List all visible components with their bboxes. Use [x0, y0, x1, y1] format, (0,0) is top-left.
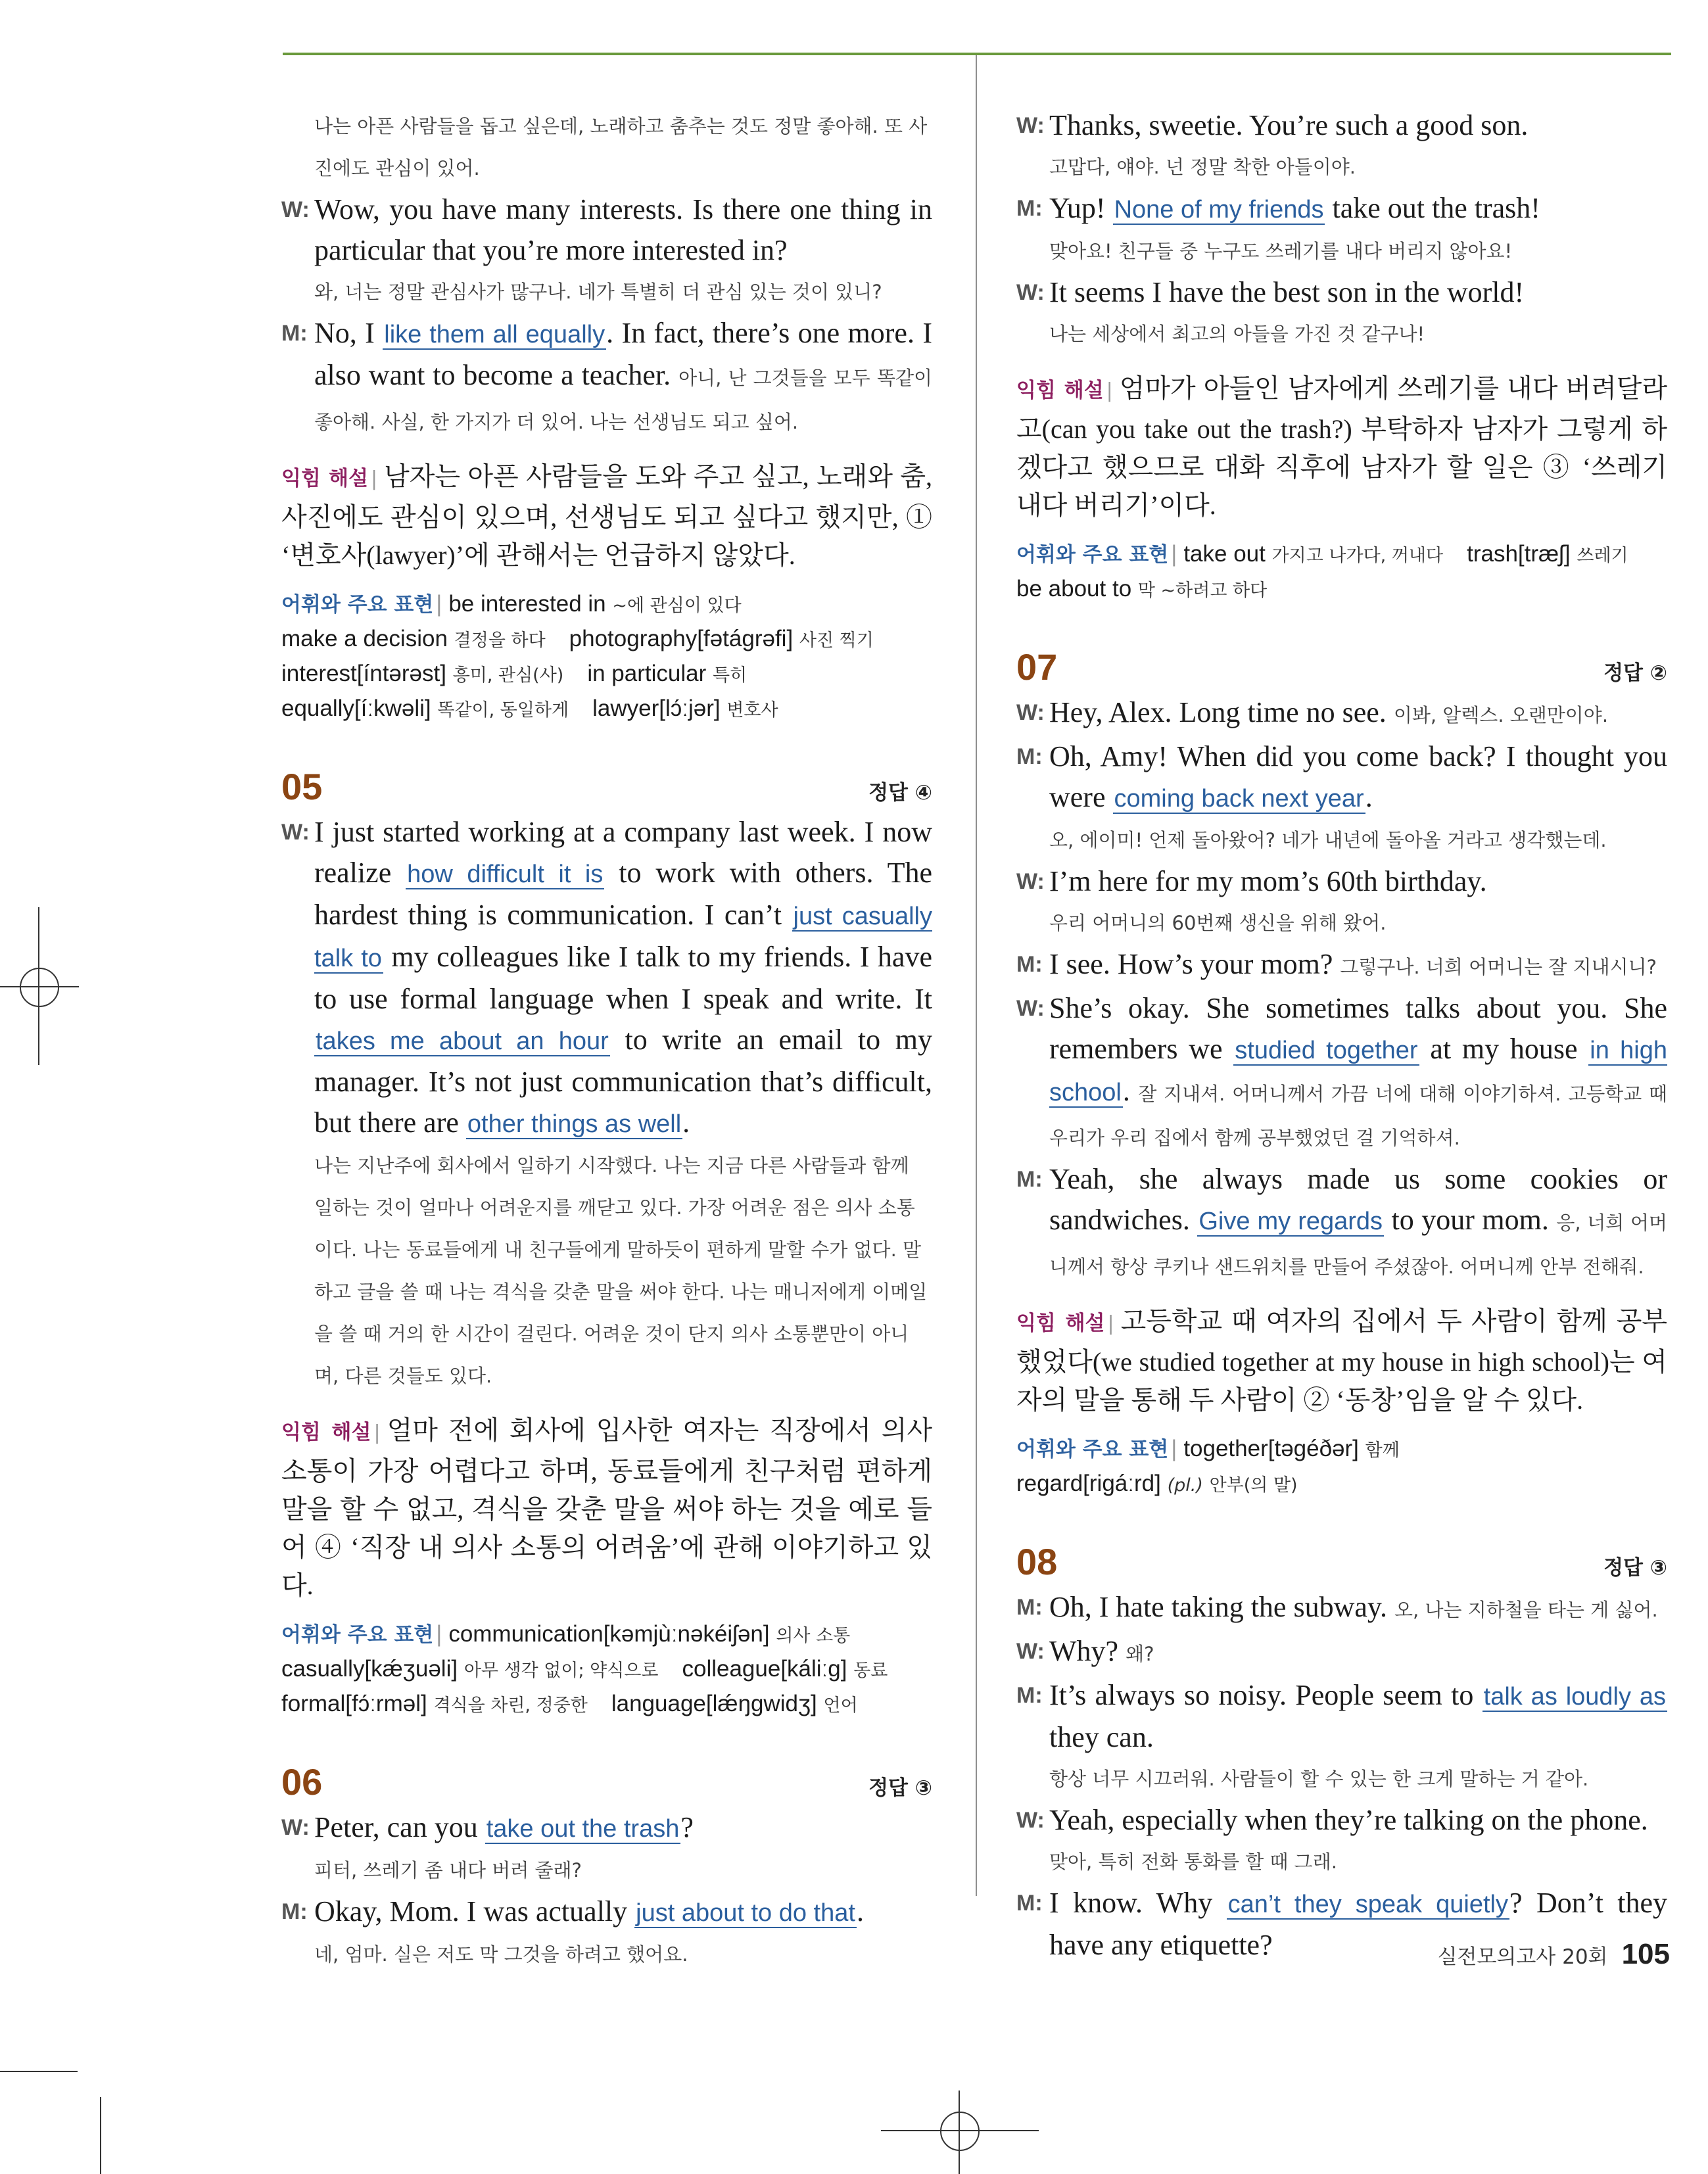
blank-answer: just casually talk to: [314, 903, 932, 972]
blank-answer: how difficult it is: [407, 861, 604, 888]
question-header: [1016, 646, 1667, 688]
text-run: |: [373, 1421, 381, 1444]
dialogue-line: [1016, 105, 1667, 146]
dialogue-line: [1016, 944, 1667, 988]
speaker-label: W:: [281, 197, 310, 222]
text-run: I see. How’s your mom?: [1049, 948, 1340, 980]
column-divider: [976, 55, 977, 1896]
vocabulary-box: [281, 588, 932, 727]
dialogue-line: [281, 1807, 932, 1849]
text-run: |: [1106, 379, 1113, 402]
monologue: [281, 812, 932, 1145]
vocab-term: make a decision: [281, 626, 448, 651]
text-run: at my house: [1419, 1033, 1589, 1065]
vocab-term: take out: [1183, 541, 1266, 567]
explanation-label: 익힘 해설: [1016, 1311, 1105, 1335]
vocab-term: equally[íːkwəli]: [281, 696, 431, 721]
dialogue-line: [1016, 188, 1667, 230]
explanation: [1016, 1302, 1667, 1419]
text-run: 사진 찍기: [799, 630, 874, 651]
translation: 네, 엄마. 실은 저도 막 그것을 하려고 했어요.: [314, 1943, 688, 1966]
vocab-term: communication[kəmjùːnəkéiʃən]: [448, 1621, 770, 1647]
vocab-term: in particular: [587, 661, 707, 686]
speaker-label: M:: [1016, 1167, 1043, 1192]
answer-badge: 정답 ③: [868, 1776, 932, 1800]
text-run: 남자는 아픈 사람들을 도와 주고 싶고, 노래와 춤, 사진에도 관심이 있으며, 선생님도 되고 싶다고 했지만, ① ‘변호사(lawyer)’에 관해서는 언급하지 않았다.: [281, 461, 932, 570]
explanation: [281, 1411, 932, 1605]
text-run: they can.: [1049, 1721, 1154, 1753]
speaker-label: M:: [1016, 744, 1043, 769]
translation: 아니, 난 그것들을 모두 똑같이 좋아해. 사실, 한 가지가 더 있어. 나는 선생님도 되고 싶어.: [314, 367, 932, 433]
speaker-label: W:: [1016, 280, 1045, 305]
text-run: |: [1107, 1312, 1114, 1335]
vocab-term: formal[fɔ́ːrməl]: [281, 1691, 427, 1716]
footer-title: 실전모의고사 20회: [1437, 1945, 1608, 1969]
translation: 나는 아픈 사람들을 돕고 싶은데, 노래하고 춤추는 것도 정말 좋아해. 또 사진에도 관심이 있어.: [314, 115, 928, 179]
text-run: .: [1122, 1075, 1139, 1107]
text-run: 격식을 차린, 정중한: [433, 1695, 588, 1716]
text-run: Thanks, sweetie. You’re such a good son.: [1049, 109, 1529, 141]
explanation: [1016, 369, 1667, 525]
text-run: to write an email to my manager. It’s not just communication that’s difficult, but there are: [314, 1024, 933, 1139]
explanation-label: 익힘 해설: [281, 1421, 371, 1444]
translation: 피터, 쓰레기 좀 내다 버려 줄래?: [314, 1859, 582, 1881]
text-run: .: [856, 1895, 864, 1927]
text-run: |: [436, 1621, 442, 1647]
text-run: |: [1171, 1436, 1177, 1461]
text-run: take out the trash!: [1325, 192, 1540, 224]
vocab-term: interest[íntərəst]: [281, 661, 446, 686]
question-number: 06: [281, 1761, 323, 1803]
blank-answer: like them all equally: [384, 321, 605, 348]
text-run: Peter, can you: [314, 1811, 485, 1843]
dialogue-line: [281, 189, 932, 271]
text-run: I know. Why: [1049, 1887, 1227, 1919]
vocab-term: casually[kǽʒuəli]: [281, 1656, 458, 1682]
vocabulary-label: 어휘와 주요 표현: [1016, 1438, 1169, 1461]
translation: 항상 너무 시끄러워. 사람들이 할 수 있는 한 크게 말하는 거 같아.: [1049, 1768, 1589, 1790]
question-number: 05: [281, 766, 323, 807]
text-run: 언어: [823, 1695, 858, 1716]
dialogue-line: [1016, 1159, 1667, 1288]
question-header: [281, 765, 932, 808]
text-run: Why?: [1049, 1635, 1126, 1667]
text-run: It’s always so noisy. People seem to: [1049, 1679, 1483, 1711]
text-run: ? Don’t they have any etiquette?: [1049, 1887, 1668, 1961]
explanation-label: 익힘 해설: [1016, 379, 1104, 402]
text-run: Hey, Alex. Long time no see.: [1049, 696, 1394, 728]
text-run: It seems I have the best son in the world!: [1049, 276, 1525, 308]
speaker-label: W:: [1016, 869, 1045, 894]
text-run: Wow, you have many interests. Is there one thing in particular that you’re more interested in?: [314, 193, 932, 266]
text-run: 흥미, 관심(사): [452, 665, 564, 686]
text-run: 함께: [1365, 1440, 1400, 1461]
dialogue-line: [1016, 1675, 1667, 1758]
text-run: |: [436, 591, 442, 617]
blank-answer: other things as well: [467, 1110, 682, 1138]
question-header: [1016, 1540, 1667, 1583]
speaker-label: M:: [1016, 196, 1043, 221]
text-run: 동료: [853, 1661, 888, 1681]
speaker-label: W:: [1016, 1639, 1045, 1664]
blank-answer: None of my friends: [1114, 196, 1324, 224]
blank-answer: Give my regards: [1198, 1208, 1383, 1235]
text-run: Yeah, especially when they’re talking on the phone.: [1049, 1804, 1648, 1836]
translation: 나는 지난주에 회사에서 일하기 시작했다. 나는 지금 다른 사람들과 함께 일하는 것이 얼마나 어려운지를 깨닫고 있다. 가장 어려운 점은 의사 소통이다. 나는 동료들에게 내 친구들에게 말하듯이 편하게 말할 수가 없다. 말하고 글을 쓸 때 나는 격식을 갖춘 말을 써야 한다. 나는 매니저에게 이메일을 쓸 때 거의 한 시간이 걸린다. 어려운 것이 단지 의사 소통뿐만이 아니며, 다른 것들도 있다.: [314, 1154, 928, 1387]
answer-badge: 정답 ④: [868, 781, 932, 805]
translation: 맞아, 특히 전화 통화를 할 때 그래.: [1049, 1851, 1337, 1873]
text-run: my colleagues like I talk to my friends. I have to use formal language when I speak and write. It: [314, 941, 932, 1015]
blank-answer: coming back next year: [1114, 785, 1364, 813]
text-run: 막 ~하려고 하다: [1137, 580, 1268, 601]
text-run: 특히: [713, 665, 747, 686]
text-run: |: [370, 467, 378, 490]
text-run: She’s okay. She sometimes talks about you. She remembers we: [1049, 992, 1667, 1065]
text-run: ~에 관심이 있다: [612, 596, 742, 616]
question-header: [281, 1760, 932, 1803]
dialogue-line: [1016, 736, 1667, 819]
text-run: I just started working at a company last week. I now realize: [314, 816, 932, 889]
dialogue-line: [1016, 861, 1667, 902]
dialogue-line: [1016, 1631, 1667, 1675]
text-run: 쓰레기: [1577, 546, 1628, 566]
vocab-term: trash[træʃ]: [1467, 541, 1571, 567]
translation: 맞아요! 친구들 중 누구도 쓰레기를 내다 버리지 않아요!: [1049, 240, 1513, 262]
text-run: 똑같이, 동일하게: [437, 700, 569, 721]
vocab-term: regard[rigáːrd]: [1016, 1471, 1161, 1496]
text-run: Okay, Mom. I was actually: [314, 1895, 635, 1927]
blank-answer: talk as loudly as: [1483, 1683, 1666, 1711]
text-run: to your mom.: [1384, 1204, 1557, 1236]
text-run: to work with others. The hardest thing is communication. I can’t: [314, 857, 932, 931]
speaker-label: M:: [1016, 1683, 1043, 1708]
dialogue-line: [1016, 272, 1667, 313]
text-run: ?: [680, 1811, 694, 1843]
vocab-term: photography[fətágrəfi]: [569, 626, 794, 651]
text-run: 변호사: [726, 700, 778, 721]
speaker-label: M:: [281, 321, 308, 346]
vocab-term: be about to: [1016, 576, 1132, 602]
top-rule: [283, 53, 1671, 55]
blank-answer: in high school: [1049, 1037, 1668, 1106]
translation: 나는 세상에서 최고의 아들을 가진 것 같구나!: [1049, 323, 1425, 345]
text-run: 고등학교 때 여자의 집에서 두 사람이 함께 공부했었다(we studied together at my house in high school)는 여자의 말을 통해 두 사람이 ② ‘동창’임을 알 수 있다.: [1016, 1306, 1667, 1415]
vocabulary-box: [1016, 1432, 1667, 1502]
dialogue-line: [1016, 1800, 1667, 1841]
speaker-label: W:: [1016, 700, 1045, 725]
question-number: 08: [1016, 1541, 1058, 1582]
speaker-label: M:: [1016, 952, 1043, 977]
speaker-label: M:: [1016, 1595, 1043, 1620]
translation: 왜?: [1126, 1643, 1154, 1665]
text-run: .: [1365, 781, 1373, 813]
explanation: [281, 458, 932, 575]
vocabulary-box: [1016, 538, 1667, 607]
translation: 잘 지내셔. 어머니께서 가끔 너에 대해 이야기하셔. 고등학교 때 우리가 우리 집에서 함께 공부했었던 걸 기억하셔.: [1049, 1083, 1667, 1149]
page-number: 105: [1621, 1938, 1670, 1970]
vocabulary-label: 어휘와 주요 표현: [281, 593, 434, 617]
vocab-term: together[təgéðər]: [1183, 1436, 1359, 1461]
text-run: I’m here for my mom’s 60th birthday.: [1049, 865, 1487, 897]
text-run: (pl.): [1167, 1475, 1203, 1496]
vocab-term: lawyer[lɔ́ːjər]: [592, 696, 721, 721]
explanation-label: 익힘 해설: [281, 467, 368, 490]
text-run: Oh, I hate taking the subway.: [1049, 1591, 1395, 1623]
text-run: Oh, Amy! When did you come back? I thought you were: [1049, 740, 1667, 813]
text-run: 의사 소통: [776, 1626, 851, 1646]
vocab-term: colleague[káliːg]: [682, 1656, 847, 1682]
translation: 오, 에이미! 언제 돌아왔어? 네가 내년에 돌아올 거라고 생각했는데.: [1049, 829, 1607, 851]
right-column: [1016, 105, 1667, 1966]
text-run: Yeah, she always made us some cookies or sandwiches.: [1049, 1163, 1667, 1236]
vocabulary-label: 어휘와 주요 표현: [1016, 543, 1169, 567]
speaker-label: W:: [281, 820, 310, 845]
translation: 고맙다, 얘야. 넌 정말 착한 아들이야.: [1049, 156, 1356, 178]
question-number: 07: [1016, 646, 1058, 688]
translation: 응, 너희 어머니께서 항상 쿠키나 샌드위치를 만들어 주셨잖아. 어머니께 안부 전해줘.: [1049, 1212, 1668, 1278]
text-run: 가지고 나가다, 꺼내다: [1271, 546, 1444, 566]
left-column: [281, 105, 932, 1975]
vocabulary-box: [281, 1618, 932, 1722]
vocabulary-label: 어휘와 주요 표현: [281, 1623, 434, 1647]
speaker-label: W:: [281, 1815, 310, 1840]
dialogue-line: [1016, 1587, 1667, 1631]
dialogue-line: [1016, 988, 1667, 1159]
page-footer: [1438, 1938, 1670, 1971]
speaker-label: W:: [1016, 1808, 1045, 1833]
translation: 그렇구나. 너희 어머니는 잘 지내시니?: [1340, 956, 1657, 978]
blank-answer: take out the trash: [486, 1815, 680, 1843]
text-run: .: [682, 1106, 690, 1139]
translation: 우리 어머니의 60번째 생신을 위해 왔어.: [1049, 912, 1387, 934]
vocab-term: language[lǽŋgwidʒ]: [611, 1691, 817, 1716]
translation: 이봐, 알렉스. 오랜만이야.: [1393, 704, 1609, 726]
text-run: 안부(의 말): [1209, 1475, 1298, 1496]
text-run: 엄마가 아들인 남자에게 쓰레기를 내다 버려달라고(can you take out the trash?) 부탁하자 남자가 그렇게 하겠다고 했으므로 대화 직후에 남자가 할 일은 ③ ‘쓰레기 내다 버리기’이다.: [1016, 373, 1667, 520]
translation: 오, 나는 지하철을 타는 게 싫어.: [1394, 1599, 1658, 1621]
dialogue-line: [281, 1891, 932, 1933]
speaker-label: W:: [1016, 996, 1045, 1021]
text-run: 결정을 하다: [454, 630, 546, 651]
text-run: No, I: [314, 317, 383, 349]
dialogue-line: [281, 313, 932, 443]
dialogue-line: [1016, 692, 1667, 736]
blank-answer: just about to do that: [636, 1899, 855, 1927]
text-run: Yup!: [1049, 192, 1113, 224]
text-run: . In fact, there’s one more. I also want to become a teacher.: [314, 317, 932, 391]
blank-answer: studied together: [1235, 1037, 1418, 1064]
blank-answer: takes me about an hour: [316, 1028, 609, 1055]
text-run: 얼마 전에 회사에 입사한 여자는 직장에서 의사 소통이 가장 어렵다고 하며, 동료들에게 친구처럼 편하게 말을 할 수 없고, 격식을 갖춘 말을 써야 하는 것을 예로 들어 ④ ‘직장 내 의사 소통의 어려움’에 관해 이야기하고 있다.: [281, 1415, 933, 1600]
translation: 와, 너는 정말 관심사가 많구나. 네가 특별히 더 관심 있는 것이 있니?: [314, 281, 882, 303]
speaker-label: M:: [281, 1899, 308, 1924]
speaker-label: M:: [1016, 1891, 1043, 1916]
text-run: |: [1171, 541, 1177, 567]
answer-badge: 정답 ②: [1603, 661, 1667, 685]
blank-answer: can’t they speak quietly: [1227, 1891, 1508, 1918]
text-run: 아무 생각 없이; 약식으로: [463, 1661, 659, 1681]
speaker-label: W:: [1016, 113, 1045, 138]
vocab-term: be interested in: [448, 591, 606, 617]
answer-badge: 정답 ③: [1603, 1556, 1667, 1580]
